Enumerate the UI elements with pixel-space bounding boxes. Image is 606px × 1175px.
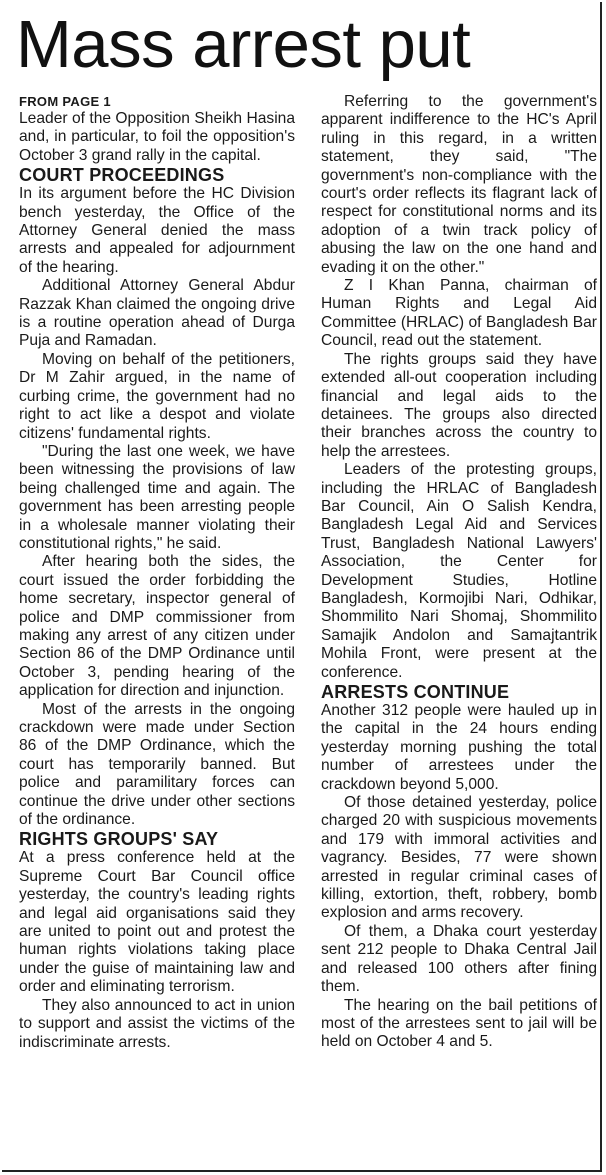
paragraph: Referring to the government's apparent indifference to the HC's April ruling in this regard, in a written statement, they said, "The government's non-compliance with the court's order reflects its flagrant lack of respect for constitutional norms and its adoption of a twin track policy of abusing the law on the one hand and evading it on the other.": [321, 93, 597, 276]
paragraph: After hearing both the sides, the court issued the order forbidding the home secretary, inspector general of police and DMP commissioner from making any arrest of any citizen under Section 86 of the DMP Ordinance until October 3, pending hearing of the application for direction and injunction.: [19, 553, 295, 700]
article-column-left: [19, 93, 295, 1052]
subheading-court-proceedings: COURT PROCEEDINGS: [19, 165, 225, 186]
article-column-right: [321, 93, 597, 1052]
headline: Mass arrest put: [16, 7, 471, 82]
paragraph: Additional Attorney General Abdur Razzak Khan claimed the ongoing drive is a routine operation ahead of Durga Puja and Ramadan.: [19, 277, 295, 350]
subheading-rights-groups-say: RIGHTS GROUPS' SAY: [19, 829, 219, 850]
paragraph: In its argument before the HC Division bench yesterday, the Office of the Attorney General denied the mass arrests and appealed for adjournment of the hearing.: [19, 185, 295, 276]
paragraph: Z I Khan Panna, chairman of Human Rights and Legal Aid Committee (HRLAC) of Bangladesh Bar Council, read out the statement.: [321, 277, 597, 350]
paragraph: At a press conference held at the Supreme Court Bar Council office yesterday, the country's leading rights and legal aid organisations said they are united to point out and protest the human rights violations taking place under the guise of maintaining law and order and eliminating terrorism.: [19, 849, 295, 996]
kicker-from-page: FROM PAGE 1: [19, 94, 111, 109]
paragraph: "During the last one week, we have been witnessing the provisions of law being challenged time and again. The government has been arresting people in a wholesale manner violating their constitutional rights," he said.: [19, 442, 295, 552]
paragraph: Leader of the Opposition Sheikh Hasina and, in particular, to foil the opposition's October 3 grand rally in the capital.: [19, 110, 295, 164]
paragraph: Most of the arrests in the ongoing crackdown were made under Section 86 of the DMP Ordinance, which the court has temporarily banned. But police and paramilitary forces can continue the drive under other sections of the ordinance.: [19, 700, 295, 829]
paragraph: The hearing on the bail petitions of most of the arrestees sent to jail will be held on October 4 and 5.: [321, 996, 597, 1051]
subheading-arrests-continue: ARRESTS CONTINUE: [321, 682, 510, 702]
paragraph: Moving on behalf of the petitioners, Dr M Zahir argued, in the name of curbing crime, the government had no right to act like a despot and violate citizens' fundamental rights.: [19, 350, 295, 442]
paragraph: Another 312 people were hauled up in the capital in the 24 hours ending yesterday morning pushing the total number of arrestees under the crackdown beyond 5,000.: [321, 702, 597, 793]
paragraph: The rights groups said they have extended all-out cooperation including financial and legal aids to the detainees. The groups also directed their branches across the country to help the arrestees.: [321, 350, 597, 460]
paragraph: Of those detained yesterday, police charged 20 with suspicious movements and 179 with immoral activities and vagrancy. Besides, 77 were shown arrested in regular criminal cases of killing, extortion, theft, robbery, bomb explosion and arms recovery.: [321, 794, 597, 922]
paragraph: They also announced to act in union to support and assist the victims of the indiscriminate arrests.: [19, 996, 295, 1051]
newspaper-clipping: [2, 2, 602, 1172]
paragraph: Of them, a Dhaka court yesterday sent 212 people to Dhaka Central Jail and released 100 others after fining them.: [321, 922, 597, 996]
paragraph: Leaders of the protesting groups, including the HRLAC of Bangladesh Bar Council, Ain O Salish Kendra, Bangladesh Legal Aid and Services Trust, Bangladesh National Lawyers' Association, the Center for Development Studies, Hotline Bangladesh, Kormojibi Nari, Odhikar, Shommilito Nari Shomaj, Shommilito Samajik Andolon and Samajtantrik Mohila Front, were present at the conference.: [321, 461, 597, 681]
